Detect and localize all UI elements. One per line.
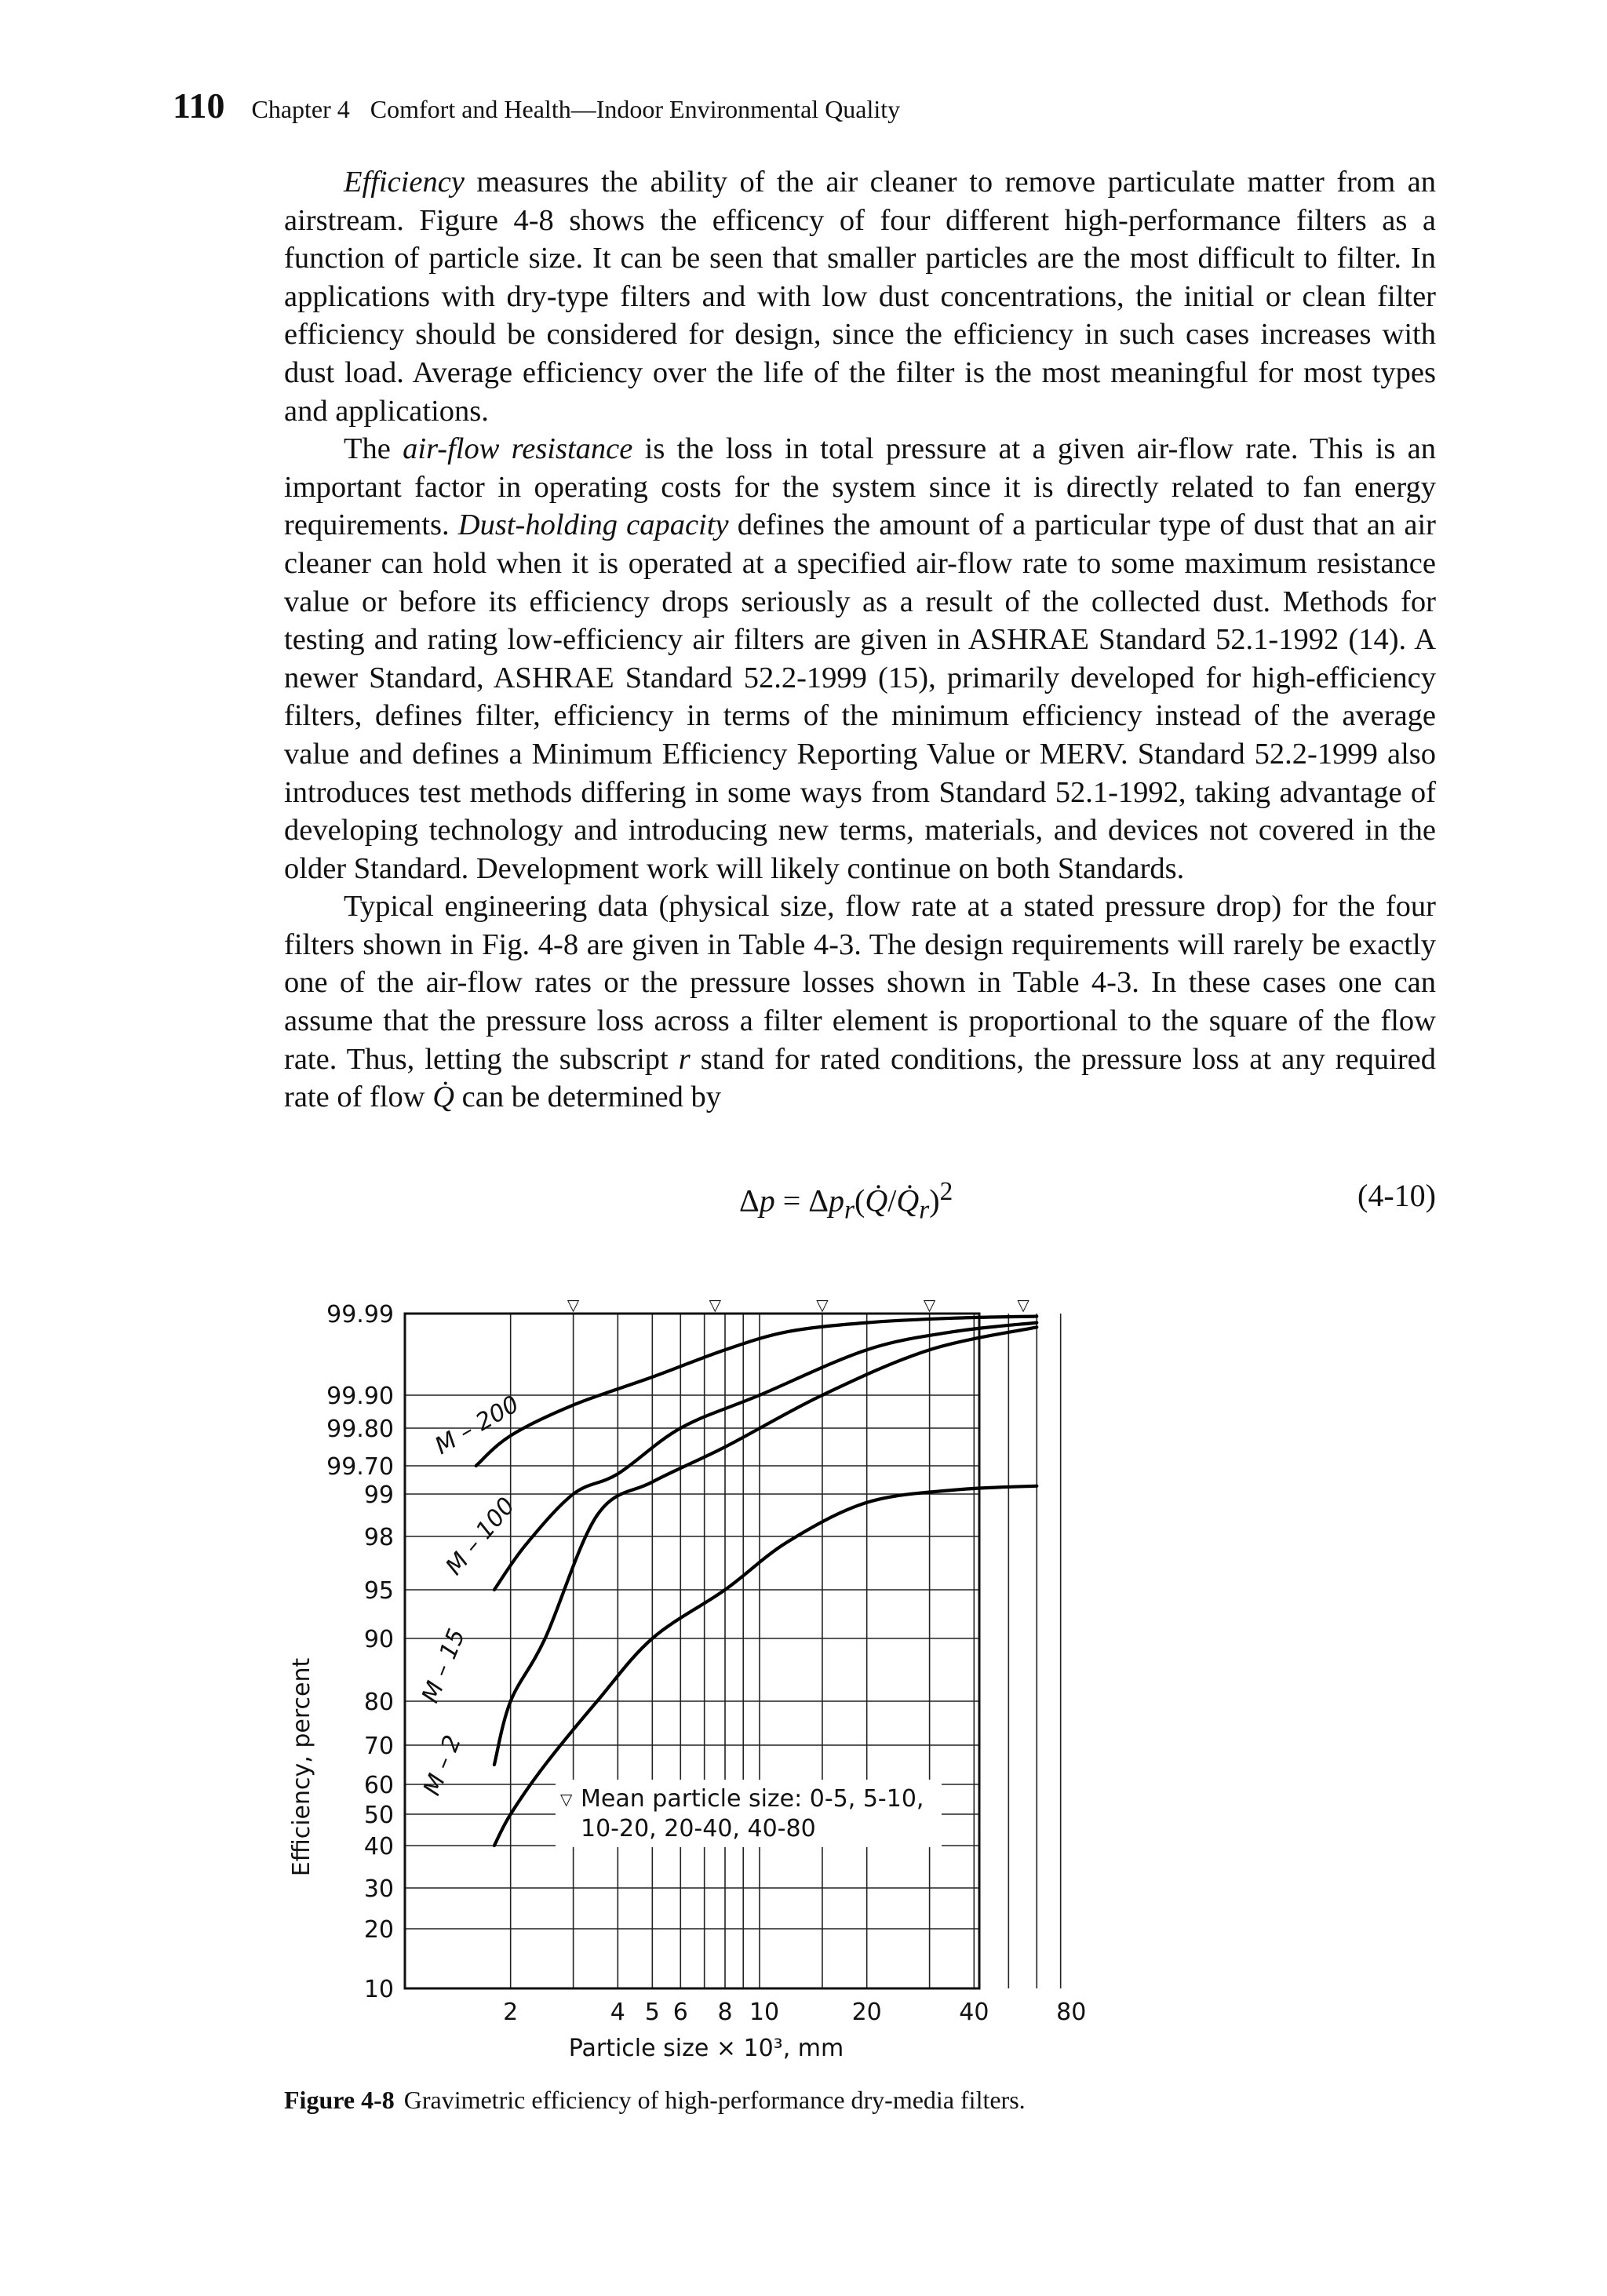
y-tick-label: 99.99 [326,1301,394,1328]
paragraph-efficiency: Efficiency measures the ability of the air cleaner to remove particulate matter from an airstream. Figure 4-8 shows the efficency of four different high-performance filters as a function of particle size. It can be seen that smaller particles are the most difficult to filter. In applications with dry-type filters and with low dust concentrations, the initial or clean filter efficiency should be considered for design, since the efficiency in such cases increases with dust load. Average efficiency over the life of the filter is the most meaningful for most types and applications. [284,166,1436,428]
x-tick-label: 8 [717,1999,733,2026]
y-tick-label: 70 [363,1733,394,1760]
y-tick-label: 40 [363,1833,394,1860]
y-tick-label: 30 [363,1875,394,1903]
legend-note-line-2: 10-20, 20-40, 40-80 [581,1815,816,1842]
x-axis-label: Particle size × 10³, mm [568,2035,844,2062]
mean-size-marker: ▽ [567,1296,580,1314]
chapter-label: Chapter 4 [251,95,350,123]
y-tick-label: 99.80 [326,1416,394,1443]
x-tick-labels [503,1999,1086,2026]
running-head [251,95,900,124]
series-line-200 [476,1317,1037,1467]
x-tick-label: 80 [1056,1999,1087,2026]
y-tick-label: 20 [363,1916,394,1944]
series-label-m2: M – 2 [417,1731,468,1799]
figure-caption-text: Gravimetric efficiency of high-performance dry-media filters. [403,2086,1026,2114]
page-number: 110 [173,86,225,126]
x-tick-label: 10 [749,1999,780,2026]
x-tick-label: 2 [503,1999,519,2026]
x-tick-label: 6 [672,1999,688,2026]
x-tick-label: 40 [959,1999,989,2026]
paragraph-engineering-data: Typical engineering data (physical size, flow rate at a stated pressure drop) for the four filters shown in Fig. 4-8 are given in Table 4-3. The design requirements will rarely be exactly one of the air-flow rates or the pressure losses shown in Table 4-3. In these cases one can assume that the pressure loss across a filter element is proportional to the square of the flow rate. Thus, letting the subscript r stand for rated conditions, the pressure loss at any required rate of flow Q̇ can be determined by [284,890,1436,1114]
y-tick-label: 99.90 [326,1383,394,1410]
y-axis-label: Efficiency, percent [288,1657,315,1877]
mean-size-marker: ▽ [923,1296,936,1314]
figure-caption [284,2086,1026,2115]
x-tick-label: 4 [610,1999,625,2026]
efficiency-chart [275,1287,1087,2072]
y-tick-label: 90 [363,1626,394,1653]
y-tick-label: 99.70 [326,1453,394,1481]
y-tick-label: 80 [363,1689,394,1716]
paragraph-resistance: The air-flow resistance is the loss in total pressure at a given air-flow rate. This is an important factor in operating costs for the system since it is directly related to fan energy requirements. Dust-holding capacity defines the amount of a particular type of dust that an air cleaner can hold when it is operated at a specified air-flow rate to some maximum resistance value or before its efficiency drops seriously as a result of the collected dust. Methods for testing and rating low-efficiency air filters are given in ASHRAE Standard 52.1-1992 (14). A newer Standard, ASHRAE Standard 52.2-1999 (15), primarily developed for high-efficiency filters, defines filter, efficiency in terms of the minimum efficiency instead of the average value and defines a Minimum Efficiency Reporting Value or MERV. Standard 52.2-1999 also introduces test methods differing in some ways from Standard 52.1-1992, taking advantage of developing technology and introducing new terms, materials, and devices not covered in the older Standard. Development work will likely continue on both Standards. [284,432,1437,885]
legend-note [556,1780,942,1847]
series-label-m200: M – 200 [430,1390,524,1460]
chapter-title: Comfort and Health—Indoor Environmental Quality [370,95,901,123]
y-tick-label: 98 [363,1524,394,1551]
page-header [173,85,900,140]
y-tick-labels [326,1301,394,2003]
equation-number: (4-10) [1357,1178,1436,1213]
term-efficiency: Efficiency [344,166,465,199]
equation-4-10 [284,1177,1436,1224]
mean-size-marker: ▽ [816,1296,829,1314]
series-label-m15: M – 15 [416,1624,472,1707]
mean-size-marker: ▽ [709,1296,721,1314]
mean-size-markers [567,1296,1030,1314]
y-tick-label: 50 [363,1802,394,1829]
y-tick-label: 60 [363,1772,394,1799]
equation-formula: $\Delta p = \Delta p_r(Q̇/Q̇_r)^2$ [739,1177,953,1225]
series-line-100 [494,1323,1037,1590]
figure-label: Figure 4-8 [284,2086,395,2114]
y-tick-label: 99 [363,1481,394,1509]
y-tick-label: 10 [363,1976,394,2003]
x-tick-label: 5 [644,1999,660,2026]
legend-marker-icon: ▽ [560,1790,573,1809]
term-air-flow-resistance: air-flow resistance [403,432,633,466]
mean-size-marker: ▽ [1017,1296,1029,1314]
series-label-m100: M – 100 [440,1492,521,1581]
body-text [284,163,1436,1117]
x-tick-label: 20 [851,1999,882,2026]
term-dust-holding-capacity: Dust-holding capacity [457,508,729,542]
y-tick-label: 95 [363,1577,394,1605]
series-labels [417,1390,524,1799]
legend-note-line-1: Mean particle size: 0-5, 5-10, [581,1785,924,1813]
